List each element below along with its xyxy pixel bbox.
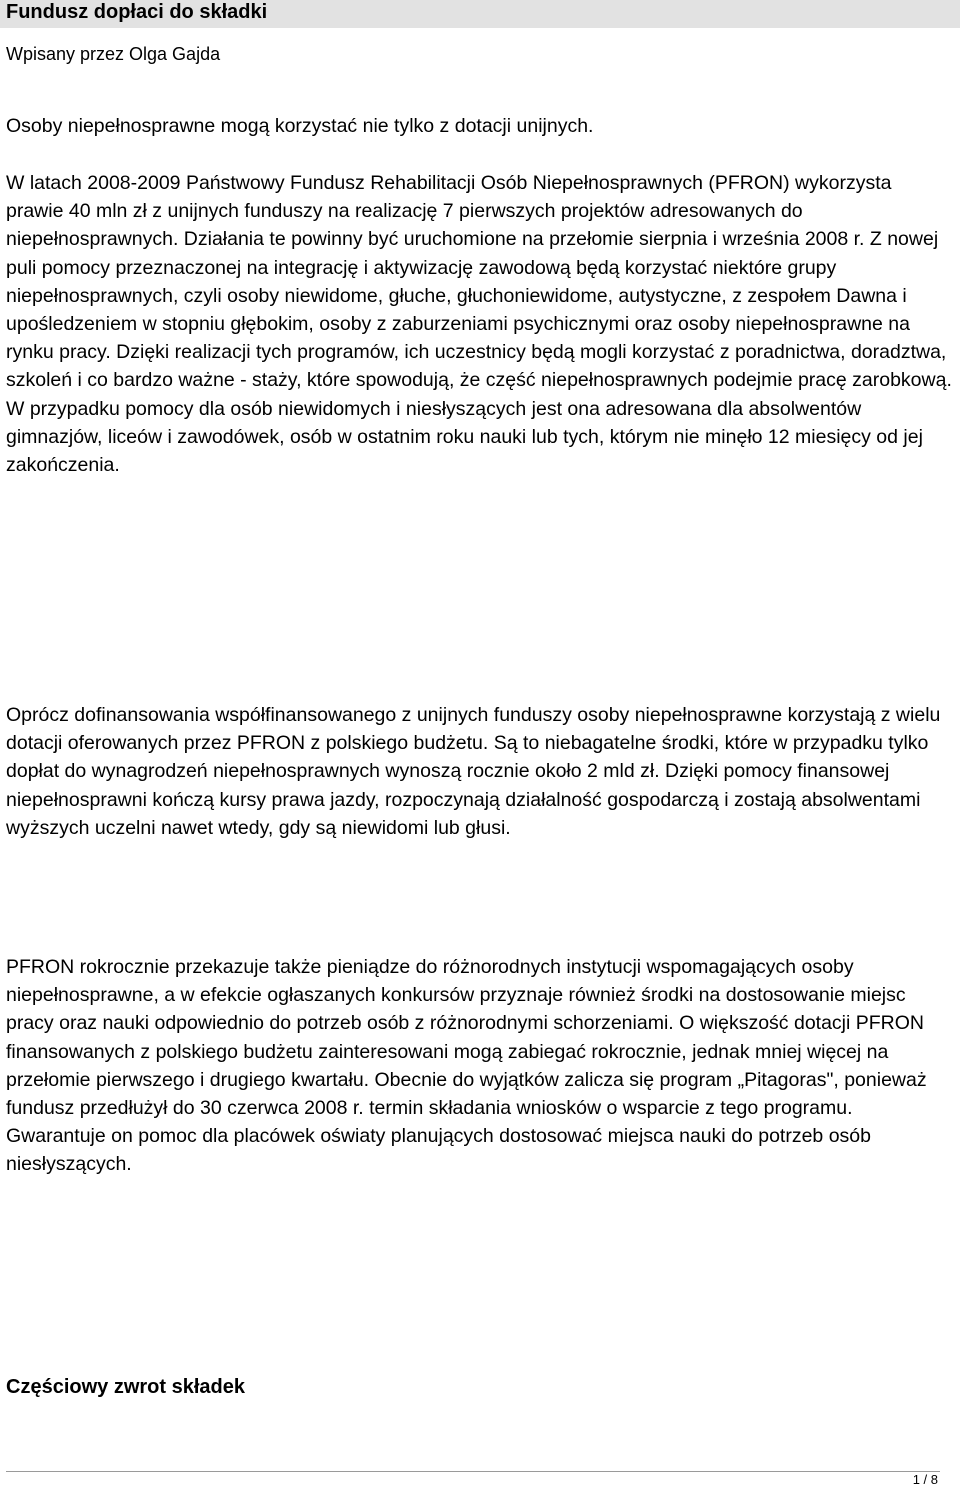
title-bar — [0, 0, 960, 28]
author-line: Wpisany przez Olga Gajda — [6, 44, 221, 64]
section-heading: Częściowy zwrot składek — [6, 1376, 245, 1398]
article-paragraph-2: Oprócz dofinansowania współfinansowanego z unijnych funduszy osoby niepełnosprawne korzystają z wielu dotacji oferowanych przez PFRON z polskiego budżetu. Są to niebagatelne środki, które w przypadku tylko dopłat do wynagrodzeń niepełnosprawnych wynoszą rocznie około 2 mld zł. Dzięki pomocy finansowej niepełnosprawni kończą kursy prawa jazdy, rozpoczynają działalność gospodarczą i zostają absolwentami wyższych uczelni nawet wtedy, gdy są niewidomi lub głusi. — [6, 704, 941, 839]
article-paragraph-3: PFRON rokrocznie przekazuje także pieniądze do różnorodnych instytucji wspomagających osoby niepełnosprawne, a w efekcie ogłaszanych konkursów przyznaje również środki na dostosowanie miejsc pracy oraz nauki odpowiednio do potrzeb osób z różnorodnymi schorzeniami. O większość dotacji PFRON finansowanych z polskiego budżetu zainteresowani mogą zabiegać rokrocznie, jednak mniej więcej na przełomie pierwszego i drugiego kwartału. Obecnie do wyjątków zalicza się program „Pitagoras", ponieważ fundusz przedłużył do 30 czerwca 2008 r. termin składania wniosków o wsparcie z tego programu. Gwarantuje on pomoc dla placówek oświaty planujących dostosować miejsca nauki do potrzeb osób niesłyszących. — [6, 956, 927, 1176]
footer-divider — [6, 1471, 940, 1472]
page-number: 1 / 8 — [912, 1472, 938, 1487]
page-title: Fundusz dopłaci do składki — [6, 1, 268, 23]
intro-paragraph: Osoby niepełnosprawne mogą korzystać nie tylko z dotacji unijnych. — [6, 115, 594, 137]
article-paragraph-1: W latach 2008-2009 Państwowy Fundusz Rehabilitacji Osób Niepełnosprawnych (PFRON) wykorzysta prawie 40 mln zł z unijnych funduszy na realizację 7 pierwszych projektów adresowanych do niepełnosprawnych. Działania te powinny być uruchomione na przełomie sierpnia i września 2008 r. Z nowej puli pomocy przeznaczonej na integrację i aktywizację zawodową będą korzystać niektóre grupy niepełnosprawnych, czyli osoby niewidome, głuche, głuchoniewidome, autystyczne, z zespołem Dawna i upośledzeniem w stopniu głębokim, osoby z zaburzeniami psychicznymi oraz osoby niepełnosprawne na rynku pracy. Dzięki realizacji tych programów, ich uczestnicy będą mogli korzystać z poradnictwa, doradztwa, szkoleń i co bardzo ważne - staży, które spowodują, że część niepełnosprawnych podejmie pracę zarobkową. W przypadku pomocy dla osób niewidomych i niesłyszących jest ona adresowana dla absolwentów gimnazjów, liceów i zawodówek, osób w ostatnim roku nauki lub tych, którym nie minęło 12 miesięcy od jej zakończenia. — [6, 172, 952, 477]
